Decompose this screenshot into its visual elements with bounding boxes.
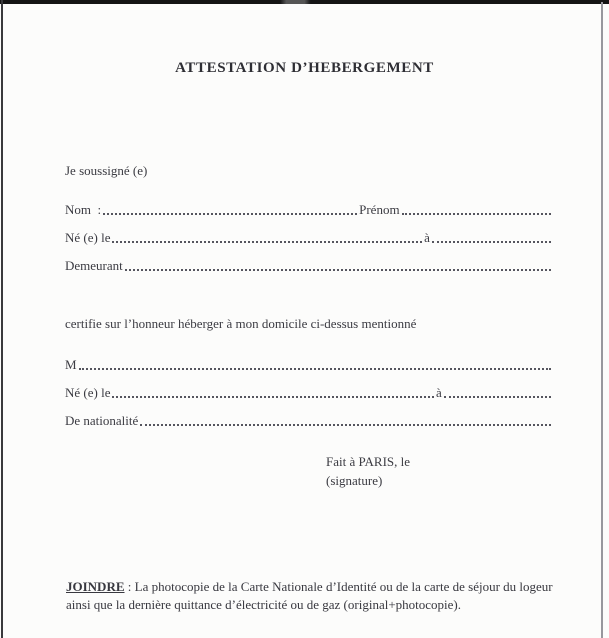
footer-note xyxy=(66,578,567,613)
prenom-label: Prénom xyxy=(359,202,400,217)
scan-edge-top xyxy=(0,0,609,4)
document-title: ATTESTATION D’HEBERGEMENT xyxy=(175,60,434,76)
field-line-nom-prenom xyxy=(65,201,553,218)
a-2-label: à xyxy=(436,385,442,400)
ne-le-2-dotted-line xyxy=(112,394,434,398)
ne-le-2-label: Né (e) le xyxy=(65,385,111,400)
m-dotted-line xyxy=(79,366,551,370)
signature-line: (signature) xyxy=(326,473,383,488)
field-line-naissance-1 xyxy=(65,229,553,246)
demeurant-dotted-line xyxy=(125,267,551,271)
nom-dotted-line xyxy=(103,211,357,215)
joindre-separator: : xyxy=(124,579,135,594)
footer-note-line1: La photocopie de la Carte Nationale d’Identité ou de la carte de séjour du logeur xyxy=(134,579,553,594)
nationalite-label: De nationalité xyxy=(65,413,139,428)
field-line-nationalite xyxy=(65,412,553,429)
footer-note-line2: ainsi que la dernière quittance d’électricité ou de gaz (original+photocopie). xyxy=(66,596,461,612)
joindre-label: JOINDRE xyxy=(66,579,125,594)
a-label: à xyxy=(424,230,430,245)
scan-edge-left xyxy=(1,0,3,638)
lieu-naissance-dotted-line xyxy=(432,239,551,243)
nom-label: Nom : xyxy=(65,202,102,217)
place-date-line: Fait à PARIS, le xyxy=(326,454,411,469)
demeurant-label: Demeurant xyxy=(65,258,123,273)
lieu-naissance-2-dotted-line xyxy=(444,394,551,398)
scan-edge-right xyxy=(601,2,603,638)
ne-le-label: Né (e) le xyxy=(65,230,111,245)
nationalite-dotted-line xyxy=(140,422,551,426)
m-label: M xyxy=(65,357,77,372)
intro-line: Je soussigné (e) xyxy=(65,163,148,178)
field-line-naissance-2 xyxy=(65,384,553,401)
field-line-demeurant xyxy=(65,257,553,274)
prenom-dotted-line xyxy=(402,211,551,215)
field-line-m xyxy=(65,356,553,373)
ne-le-dotted-line xyxy=(112,239,422,243)
closing-block xyxy=(326,452,410,490)
certify-statement: certifie sur l’honneur héberger à mon domicile ci-dessus mentionné xyxy=(65,316,417,331)
